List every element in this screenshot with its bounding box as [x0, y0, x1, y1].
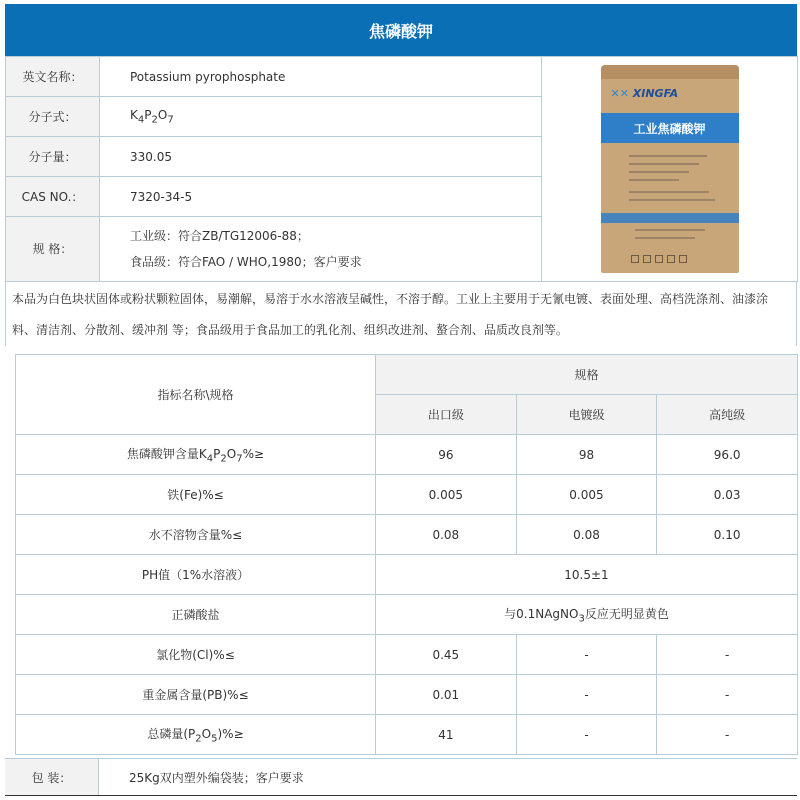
table-row [16, 595, 798, 635]
brand-logo: ✕✕ XINGFA [610, 87, 679, 100]
cas-value: 7320-34-5 [100, 177, 542, 217]
product-description: 本品为白色块状固体或粉状颗粒固体，易潮解，易溶于水水溶液呈碱性，不溶于醇。工业上主要用于无氰电镀、表面处理、高档洗涤剂、油漆涂料、清洁剂、分散剂、缓冲剂 等；食品级用于食品加工的乳化剂、组织改进剂、螯合剂、品质改良剂等。 [5, 282, 797, 346]
spec-table [15, 354, 798, 755]
row-name: 焦磷酸钾含量$K_4P_2O_7\%\ge$ [16, 435, 376, 475]
table-row [16, 715, 798, 755]
cell-value: 0.08 [516, 515, 657, 555]
table-row [16, 435, 798, 475]
table-row [16, 555, 798, 595]
row-name: 水不溶物含量%≤ [16, 515, 376, 555]
cell-value: 0.01 [376, 675, 517, 715]
cell-value: 98 [516, 435, 657, 475]
mw-value: 330.05 [100, 137, 542, 177]
row-name: 重金属含量(PB)%≤ [16, 675, 376, 715]
packaging-value: 25Kg双内塑外编袋装；客户要求 [129, 770, 304, 785]
table-row [16, 475, 798, 515]
cell-value-merged: 10.5±1 [376, 555, 798, 595]
col-plating: 电镀级 [516, 395, 657, 435]
table-row [16, 515, 798, 555]
packaging-row [5, 758, 797, 796]
cell-value: 96.0 [657, 435, 798, 475]
cell-value: - [657, 635, 798, 675]
cell-value: 0.08 [376, 515, 517, 555]
row-name: 正磷酸盐 [16, 595, 376, 635]
cell-value: 96 [376, 435, 517, 475]
product-info-table [5, 56, 798, 282]
cell-value: - [516, 635, 657, 675]
spec-header-group: 规格 [376, 355, 798, 395]
english-name-label: 英文名称： [6, 57, 100, 97]
product-bag-image [601, 65, 739, 273]
spec-label: 规 格： [6, 217, 100, 282]
cell-value: 0.005 [376, 475, 517, 515]
spec-food: 食品级：符合FAO / WHO,1980；客户要求 [130, 255, 362, 269]
bag-symbols [631, 255, 711, 265]
spec-value [100, 217, 542, 282]
cell-value: - [657, 715, 798, 755]
cell-value: 0.005 [516, 475, 657, 515]
formula-label: 分子式： [6, 97, 100, 137]
formula-value: $K_4P_2O_7$ [100, 97, 542, 137]
cas-label: CAS NO.： [6, 177, 100, 217]
cell-value: - [516, 675, 657, 715]
packaging-label: 包 装： [5, 759, 99, 795]
cell-value: 41 [376, 715, 517, 755]
row-name: 总磷量$(P_2O_5)\%\ge$ [16, 715, 376, 755]
cell-value: 0.03 [657, 475, 798, 515]
product-image-cell [542, 57, 798, 282]
mw-label: 分子量： [6, 137, 100, 177]
spec-header-left: 指标名称\规格 [16, 355, 376, 435]
table-row [16, 675, 798, 715]
page-title: 焦磷酸钾 [5, 4, 797, 56]
spec-industrial: 工业级：符合ZB/TG12006-88； [130, 229, 309, 243]
cell-value: 0.10 [657, 515, 798, 555]
row-name: 铁(Fe)%≤ [16, 475, 376, 515]
cell-value-merged: 与0.1NAgNO$_3$反应无明显黄色 [376, 595, 798, 635]
table-row [16, 635, 798, 675]
col-high-purity: 高纯级 [657, 395, 798, 435]
bag-title: 工业焦磷酸钾 [601, 113, 739, 143]
english-name-value: Potassium pyrophosphate [100, 57, 542, 97]
cell-value: - [657, 675, 798, 715]
row-name: 氯化物(Cl)%≤ [16, 635, 376, 675]
cell-value: 0.45 [376, 635, 517, 675]
row-name: PH值（1%水溶液） [16, 555, 376, 595]
col-export: 出口级 [376, 395, 517, 435]
cell-value: - [516, 715, 657, 755]
